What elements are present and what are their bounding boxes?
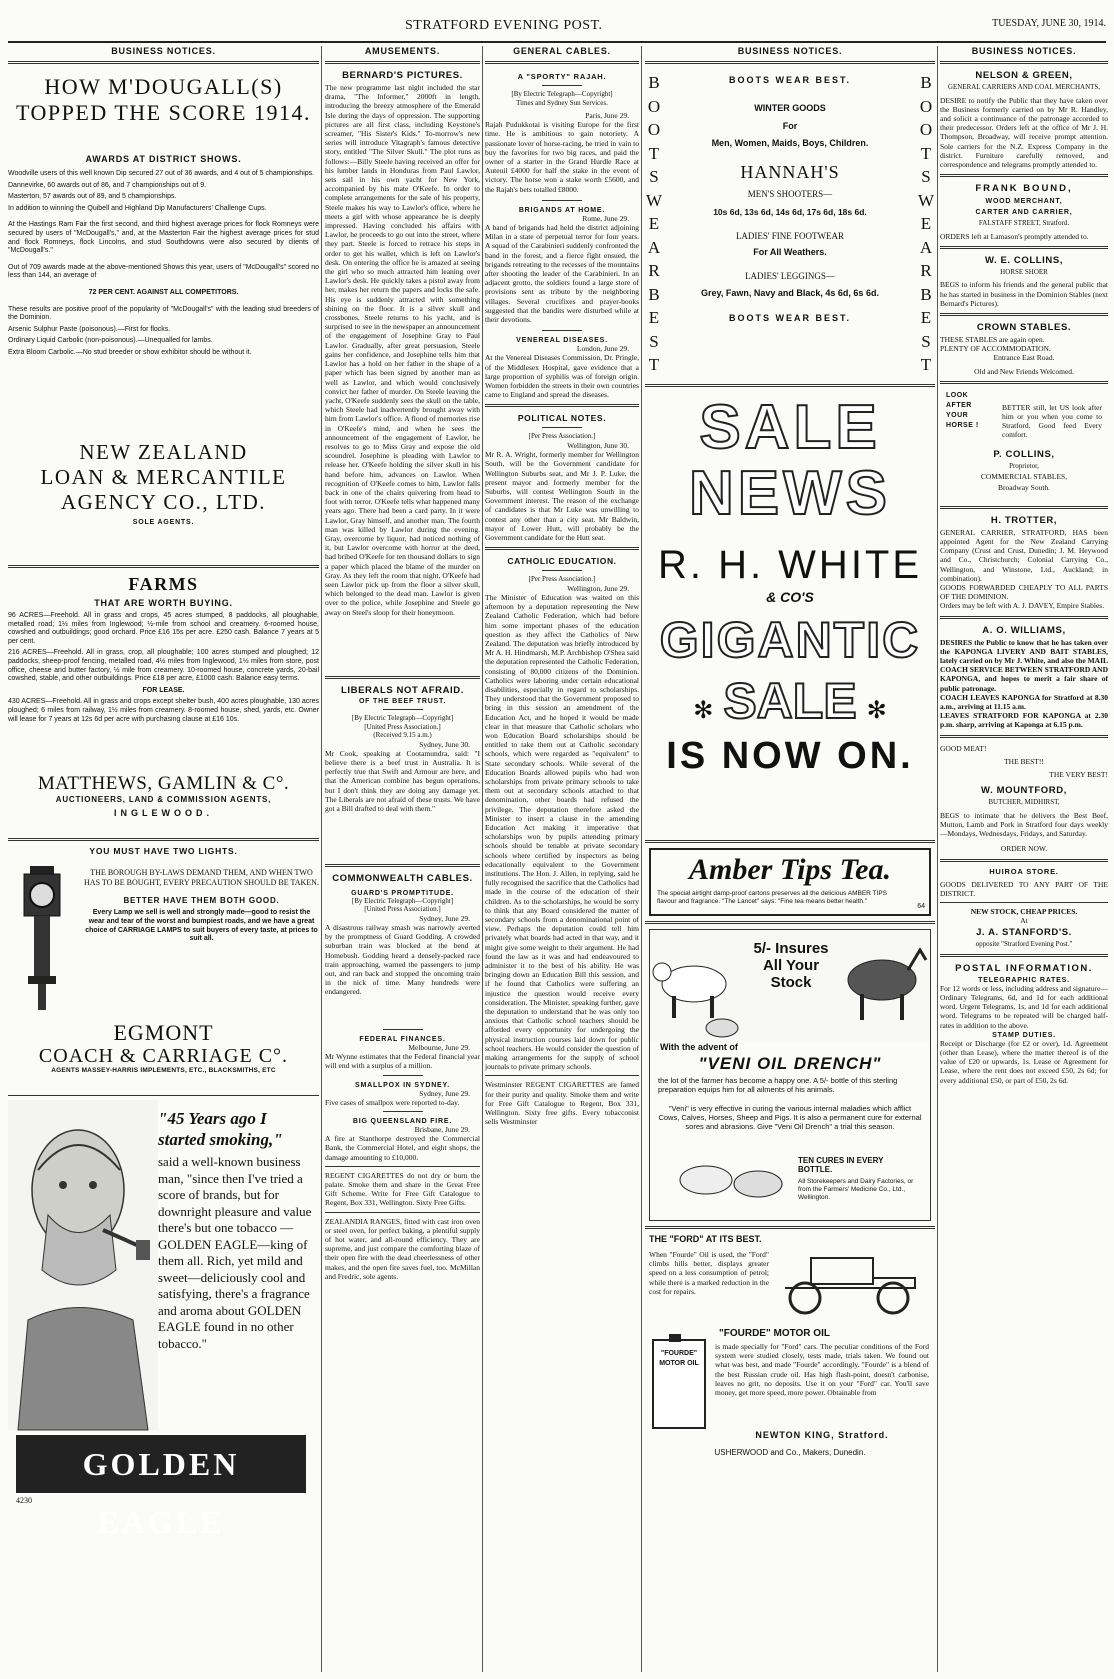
divider	[645, 1226, 935, 1229]
article-title: BERNARD'S PICTURES.	[342, 70, 463, 81]
boots-side-text-right	[917, 71, 935, 377]
ad-text: the lot of the farmer has become a happy one. A 5/- bottle of this sterling preparation equips him for all ailments of his animals.	[658, 1076, 898, 1094]
ad-text: GENERAL CARRIER, STRATFORD, HAS been appointed Agent for the New Zealand Carrying Company (Crust and Crust, Dunedin; J. M. Heywood and Co., Christchurch; Colonial Carrying Co., Wellington, and Winstone, Ltd., Auckland; in combination).	[940, 527, 1108, 583]
seller-name: NEWTON KING, Stratford.	[755, 1430, 889, 1440]
ad-subhead: TELEGRAPHIC RATES.	[978, 976, 1070, 984]
can-label: "FOURDE"	[660, 1350, 698, 1357]
side-letter: W	[917, 190, 935, 210]
article-body: At the Venereal Diseases Commission, Dr. Pringle, of the Middlesex Hospital, gave evidence that a large proportion of syphilis was of foreign origin. Women forbidden the streets in their own countries came to England and spread the diseases.	[485, 353, 639, 400]
firm-name: R. H. WHITE	[657, 543, 923, 587]
article-body: The new programme last night included the star drama, "The Informer," 2000ft in length, introducing the breezy atmosphere of the Emerald Isle during the days of oppression. The supporting pictures are all first class, including Keystone's screamer, "His Sister's Kids." To-morrow's new series will introduce Vitagraph's famous detective story, entitled "The Silver Skull." The plot runs as follows:—Billy Steele having received an offer for his lumber lands in Honduras from Paul Lawlor, sets sail in his own yacht for New York, accompanied by his mate O'Keefe. In order to complete arrangements for the sale of his property, Steele makes his way to Lawlor's office, where he meets a girl with whose appearance he is deeply impressed. Having concluded his affairs with Lawlor, he proceeds to go out into the street, where they part. Steele is forced to retrace his steps in order to get his wallet, which is left on Lawlor's desk. On entering the office he is amazed at seeing the girl who so much attracted him leaning over Lawlor's desk. He quickly takes a pistol away from her, makes her return the papers and locks the safe. His eye is suddenly attracted with something shining on the floor. It is a silver skull and crossbones. Steele returns to his yacht, and is surprised to see in the newspaper an announcement of the engagement of Josephine Gray to Paul Lawlor. Gradually, after great persuasion, Steele gains her confidence, and Josephine tells him that Lawlor has a hold on her father in the shape of a paper which has been signed by another man as well as Lawlor, and which would conclusively convict her father of murder. On Steele leaving the yacht, O'Keefe suddenly sees the skull on the table, which Steele had inadvertently brought away with him from Lawlor's office. A flood of memories rise in O'Keefe's mind, and when he sees the announcement of the engagement of Lawlor, he resolves to go to Miss Gray and expose the old scoundrel. Josephine is pleading with Lawlor to release her. O'Keefe holding the silver skull in his hand before him, advances on Lawlor. When recognition of O'Keefe comes to him, Lawlor falls back in one of the chairs quivering from head to foot with terror. O'Keefe tells what happened many years ago. There had been a card party. In it were Lawlor, Gray himself, and another man. The fourth man was killed by Lawlor during the evening. Gray, overcome by liquor, had noticed nothing of it, but Lawlor overcome with horror at the deed, had bribed O'Keefe for ten thousand dollars to sign a paper which placed the blame of the murder on Gray. As they left the room that night, O'Keefe had seen Lawlor pick up from the floor a silver skull, which belonged to the dead man. Lawlor is given over to the police, while Josephine and Steele go away on Steel's sloop for their honeymoon.	[325, 83, 480, 617]
article-received: (Received 9.15 a.m.)	[373, 731, 432, 739]
side-letter: E	[920, 214, 932, 233]
ad-text: For All Weathers.	[753, 247, 827, 257]
side-letter: S	[649, 167, 659, 186]
ad-text: PLENTY OF ACCOMMODATION.	[940, 344, 1051, 354]
column-1	[8, 46, 319, 1672]
maker-name: USHERWOOD and Co., Makers, Dunedin.	[714, 1448, 866, 1457]
ad-text: ORDER NOW.	[1000, 844, 1048, 854]
divider	[542, 427, 582, 428]
ad-text: COACH LEAVES KAPONGA for Stratford at 8.30 a.m., arriving at 11.15 a.m.	[940, 692, 1108, 711]
ad-subhead: SOLE AGENTS.	[132, 519, 195, 526]
ad-text: Woodville users of this well known Dip secured 27 out of 36 awards, and 4 out of 5 championships.	[8, 170, 315, 177]
divider	[325, 1212, 480, 1213]
ad-text: GOOD MEAT!	[940, 743, 987, 753]
ad-text: Orders may be left with A. J. DAVEY, Empire Stables.	[940, 601, 1105, 611]
article-source: [By Electric Telegraph—Copyright]	[511, 90, 613, 98]
ad-headline: FRANK BOUND,	[975, 183, 1073, 195]
side-letter: S	[649, 331, 659, 351]
ad-code: 64	[917, 903, 925, 910]
masthead-rule	[8, 41, 1106, 43]
divider	[645, 840, 935, 843]
issue-date: TUESDAY, JUNE 30, 1914.	[992, 18, 1106, 29]
fourde-oil-ad	[649, 1234, 931, 1494]
ad-text: At the Hastings Ram Fair the first second, and third highest average prices for flock Romneys were secured by users of "McDougall's," and, at the Masterton Fair the highest average prices for stud and flock Romneys, flock Lincolns, and stud Southdowns were also secured by clients of "McDougall's."	[8, 221, 319, 255]
mcdougall-ad	[8, 74, 319, 434]
sale-ad	[645, 395, 935, 835]
veni-oil-ad	[649, 929, 931, 1221]
side-letter: B	[648, 73, 660, 92]
side-letter: O	[919, 96, 933, 116]
side-letter: E	[648, 308, 660, 327]
divider	[940, 174, 1108, 177]
divider	[940, 313, 1108, 316]
ad-text: BEGS to inform his friends and the general public that he has started in business in the Dominion Stables (next Bernard's Pictures).	[940, 280, 1108, 308]
dateline: Sydney, June 30.	[419, 739, 470, 749]
ad-text: COMMERCIAL STABLES,	[980, 471, 1068, 481]
listing: 216 ACRES—Freehold. All in grass, crop, all ploughable; 100 acres stumped and ploughed; 12 paddocks, sheep-proof fencing, metalled road, 4½ miles from Inglewood, 1½ miles from store, post office, cheese and butter factory, ½ mile from creamery. 10-roomed house, concrete yards, 20-bail cowshed, stable, and other outbuildings. Price £18 per acre, £1000 cash. Balance easy terms.	[8, 649, 319, 683]
ad-text: 72 PER CENT. AGAINST ALL COMPETITORS.	[88, 288, 239, 296]
side-letter: T	[648, 143, 660, 163]
ad-text: LOOK	[946, 391, 969, 399]
smoker-portrait-illustration	[8, 1100, 158, 1430]
ad-headline: POSTAL INFORMATION.	[955, 962, 1093, 974]
ad-headline: W. MOUNTFORD,	[981, 785, 1067, 797]
article-body: A band of brigands had held the district adjoining Milan in a state of perpetual terror for four years. A squad of the Carabinieri suddenly confronted the band in the forest, and a fierce fight ensued, the brigands retreating to the recesses of the mountains after shooting the leader of the Carabinieri. In an adjacent grotto, the soldiers found a large store of provisions sent as tribute by the neighboring villages. Several crucifixes and prayer-books suggested that the bandits were disturbed while at their devotions.	[485, 223, 639, 325]
ad-text: THESE STABLES are again open.	[940, 334, 1045, 344]
article-body: Rajah Pudukkotai is visiting Europe for the first time. He is ambitious to gain notoriety. A passionate lover of horse-racing, he tried in vain to buy the favorites for two big races, and paid the owner of a starter in the Grand Hurdle Race at Auteuil £4000 for half the stake in the event of victory. The horse won a stake worth £5600, and the Rajah's bets totalled £8000.	[485, 120, 639, 194]
ad-text: The special airtight damp-proof cartons preserves all the delicious AMBER TIPS flavour and fragrance. "The Lancet" says: "Fine tea means better health."	[657, 890, 888, 905]
ad-text: BETTER still, let US look after him or you when you come to Stratford. Good feed Every comfort.	[1002, 402, 1102, 440]
divider	[940, 381, 1108, 384]
ad-headline: A. O. WILLIAMS,	[982, 624, 1066, 636]
ad-text: Grey, Fawn, Navy and Black, 4s 6d, 6s 6d.	[701, 288, 879, 298]
column-3	[485, 46, 639, 1672]
divider	[325, 676, 480, 679]
side-letter: A	[919, 237, 933, 257]
divider	[940, 902, 1108, 903]
amber-tips-ad	[649, 848, 931, 916]
ad-subhead: HORSE SHOER	[1000, 267, 1048, 276]
divider	[325, 864, 480, 867]
ad-headline: P. COLLINS,	[993, 448, 1055, 460]
ad-headline: FARMS	[128, 574, 199, 594]
article-body: Mr R. A. Wright, formerly member for Wellington South, will be the Government candidate for Wellington Suburbs seat, and Mr J. P. Luke, the present mayor and formerly member for the Suburbs, will contest Wellington South in the Government interest. The reason of the exchange of candidates is that Mr Luke was unwilling to contest any other than a city seat. Mr Baldwin, mayor of Lower Hutt, will probably be the Government candidate for the Hutt seat.	[485, 450, 639, 543]
boots-ad	[645, 69, 935, 379]
ad-headline: BOOTS WEAR BEST.	[728, 75, 851, 85]
side-letter: W	[645, 190, 663, 210]
divider	[940, 954, 1108, 957]
ad-text: THE BEST!!	[1004, 756, 1044, 766]
divider	[8, 1095, 319, 1096]
article-subtitle: SMALLPOX IN SYDNEY.	[355, 1081, 450, 1089]
boots-side-text-left	[645, 71, 663, 377]
divider	[542, 200, 582, 201]
column-5	[940, 46, 1108, 1672]
article-subtitle: FEDERAL FINANCES.	[359, 1035, 446, 1043]
ad-text: THE BOROUGH BY-LAWS DEMAND THEM, AND WHEN TWO HAS TO BE BOUGHT, EVERY PRECAUTION SHOULD BE TAKEN.	[84, 868, 319, 887]
section-header: BUSINESS NOTICES.	[111, 46, 216, 56]
column-rule	[937, 46, 938, 1672]
ad-headline: H. TROTTER,	[990, 514, 1058, 526]
ad-headline: SALE	[699, 393, 881, 462]
ad-text: YOUR	[946, 411, 969, 419]
ad-text: GOODS DELIVERED TO ANY PART OF THE DISTRICT.	[940, 879, 1108, 898]
side-letter: T	[920, 143, 932, 163]
article-body: A fire at Stanthorpe destroyed the Commercial Bank, the Commercial Hotel, and eight shops, the damage amounting to £10,000.	[325, 1134, 480, 1162]
article-title: COMMONWEALTH CABLES.	[332, 872, 473, 884]
ad-text: opposite "Stratford Evening Post."	[975, 940, 1073, 949]
ad-headline: Amber Tips Tea.	[689, 853, 891, 886]
divider	[383, 1111, 423, 1112]
ad-headline: HUIROA STORE.	[989, 866, 1059, 876]
ad-text: BEGS to intimate that he delivers the Best Beef, Mutton, Lamb and Pork in Stratford four days weekly—Mondays, Wednesdays, Fridays, and Saturday.	[940, 810, 1108, 839]
ad-text: 10s 6d, 13s 6d, 14s 6d, 17s 6d, 18s 6d.	[713, 207, 867, 217]
ad-headline: 5/- Insures All Your Stock	[753, 940, 829, 991]
golden-eagle-logo: GOLDEN EAGLE	[16, 1435, 306, 1493]
divider	[485, 1075, 639, 1076]
article-source: [Per Press Association.]	[528, 432, 596, 441]
dateline: Rome, June 29.	[582, 213, 629, 223]
ad-text: Extra Bloom Carbolic.—No stud breeder or show exhibitor should be without it.	[8, 348, 252, 356]
firm-name: COACH & CARRIAGE C°.	[38, 1045, 289, 1067]
divider	[940, 735, 1108, 738]
divider	[383, 709, 423, 710]
dateline: Melbourne, June 29.	[408, 1042, 470, 1052]
divider	[940, 246, 1108, 249]
ad-text: Men, Women, Maids, Boys, Children.	[711, 138, 869, 148]
divider	[940, 61, 1108, 64]
ad-quote: "45 Years ago I	[158, 1109, 267, 1128]
ad-headline: THE "FORD" AT ITS BEST.	[649, 1234, 762, 1244]
ad-text: LEAVES STRATFORD FOR KAPONGA at 2.30 p.m. sharp, arriving at Kaponga at 6.15 p.m.	[940, 711, 1108, 730]
ad-text: THE VERY BEST!	[1049, 770, 1108, 780]
ad-text: Masterton, 57 awards out of 89, and 5 championships.	[8, 193, 177, 201]
listing: 96 ACRES—Freehold. All in grass and crops, 45 acres stumped, 8 paddocks, all ploughable, metalled road; 1½ miles from Inglewood; ½-mile from school and creamery. 6-roomed house, cowshed and outbuildings; good orchard. Price £16 15s per acre. £250 cash. Balance 7 years at 5 per cent.	[8, 612, 319, 645]
small-ad: ZEALANDIA RANGES, fitted with cast iron oven or steel oven, for perfect baking, a plentiful supply of hot water, and all-round efficiency. They are supreme, and just compare the comforting blaze of their open fire with the dead cheerlessness of other makes, and the open fire saves fuel, too. McMillan and Fredric, sole agents.	[325, 1216, 480, 1281]
article-source: [United Press Association.]	[364, 722, 441, 731]
divider	[485, 547, 639, 550]
dateline: Wellington, June 29.	[567, 583, 629, 593]
oil-can-illustration	[649, 1334, 709, 1430]
ad-text: Proprietor,	[1009, 461, 1039, 470]
article-title: LIBERALS NOT AFRAID.	[340, 685, 464, 696]
dateline: Brisbane, June 29.	[414, 1124, 470, 1134]
section-header: GENERAL CABLES.	[513, 46, 611, 56]
ad-text: When "Fourde" Oil is used, the "Ford" climbs hills better, displays greater speed on a less consumption of petrol; while there is a marked reduction in the cost for repairs.	[649, 1250, 769, 1296]
divider	[542, 330, 582, 331]
side-letter: O	[647, 120, 661, 139]
ad-subhead: FALSTAFF STREET, Stratford.	[978, 219, 1070, 228]
column-2	[325, 46, 480, 1672]
listing-heading: FOR LEASE.	[142, 686, 185, 694]
side-letter: O	[647, 96, 661, 116]
ad-headline: TOPPED THE SCORE 1914.	[15, 100, 311, 125]
side-letter: T	[920, 355, 932, 374]
section-header: AMUSEMENTS.	[364, 46, 441, 56]
article-body: Five cases of smallpox were reported to-day.	[325, 1097, 460, 1107]
article-source: [By Electric Telegraph—Copyright]	[351, 896, 454, 905]
article-subtitle: BRIGANDS AT HOME.	[518, 206, 606, 214]
divider	[940, 506, 1108, 509]
can-label: MOTOR OIL	[659, 1360, 699, 1367]
side-letter: S	[921, 331, 931, 351]
dateline: Wellington, June 30.	[567, 440, 629, 450]
ad-text: LADIES' LEGGINGS—	[745, 271, 835, 281]
article-body: Mr Cook, speaking at Cootamundra, said: "I believe there is a beef trust in Australia. It is perfectly true that Swift and Armour are here, and that the American combine has begun operations, but I don't think they are doing any damage yet. The Liberals are not afraid of these trusts. We have got a Bill drafted to deal with them."	[325, 748, 480, 813]
dateline: Sydney, June 29.	[419, 913, 470, 923]
firm-sub: & CO'S	[766, 589, 814, 605]
article-subtitle: GUARD'S PROMPTITUDE.	[351, 889, 454, 897]
article-body: The Minister of Education was waited on this afternoon by a deputation representing the New Zealand Catholic Federation, which had before him some important phases of the education question as they affect the Catholics of New Zealand. The deputation was briefly introduced by Mr A. H. Hindmarsh, M.P. Archbishop O'Shea said the deputation represented the Catholic Federation, consisting of 80,000 citizens of the Dominion. Catholics were laboring under certain educational disabilities, especially in regard to scholarships. They understood that the Government proposed to bring in this session an amendment of the Education Act, and he hoped it would be made clear in that measure that Catholic scholars who won Education Board scholarships should be entitled to take them out at Catholic secondary schools, which were regarded as "equivalent" to State secondary schools. While several of the Education Boards allowed pupils who had won scholarships from private primary schools to take them out at secondary schools attached to that denomination, other boards had refused the privilege. The deputation therefore asked the Minister to insert a clause in the amending Education Act making it imperative that scholarships won by pupils attending primary schools should be tenable at private secondary schools where certified by inspectors as being educationally equivalent to the Government institutions. The Hon. J. Allen, in replying, said he fully recognised the sacrifice that the Catholics had made in the course of the education of their children. As to the scholarships, he would be sorry to think that any Board considered the matter of secondary schools from a denominational point of view. Perhaps the deputation could tell him privately what boards had acted in that way, and it might give some weight to their argument. He had found the law as it was and had endeavoured to administer it to the best of his ability. He was bringing down an Education Bill this session, and if he found that Catholics were suffering an injustice the question would receive every consideration. The Minister, speaking further, gave the deputation to understand that he was only too anxious that Catholic school teachers should be afforded every opportunity for undergoing the physical instruction courses laid down for public school teachers. He would consider the question of making arrangements for the supply of school journals to private primary schools.	[485, 592, 639, 1072]
ad-subhead: CARTER AND CARRIER,	[975, 209, 1073, 217]
ad-subhead: BUTCHER, MIDHIRST,	[988, 798, 1060, 807]
ad-text: WINTER GOODS	[754, 103, 826, 113]
ad-subhead: GENERAL CARRIERS AND COAL MERCHANTS,	[947, 83, 1101, 91]
ad-text: "Veni" is very effective in curing the various internal maladies which afflict Cows, Calves, Horses, Sheep and Pigs. It is also a permanent cure for external sores and abrasions. Give "Veni Oil Drench" a trial this season.	[658, 1104, 922, 1131]
article-source: Times and Sydney Sun Services.	[516, 98, 608, 107]
ad-text: DESIRES the Public to know that he has taken over the KAPONGA LIVERY AND BAIT STABLES, lately carried on by Mr J. White, and also the MAIL COACH SERVICE BETWEEN STRATFORD AND KAPONGA, and hopes to merit a fair share of public patronage.	[940, 637, 1108, 693]
ad-headline: HANNAH'S	[740, 162, 840, 182]
article-subtitle: OF THE BEEF TRUST.	[358, 698, 447, 705]
product-name: "VENI OIL DRENCH"	[698, 1054, 882, 1073]
divider	[8, 565, 319, 568]
ad-headline: NEWS	[689, 459, 891, 528]
divider	[542, 85, 582, 86]
ad-text: These results are positive proof of the popularity of "McDougall's" with the leading stud breeders of the Dominion.	[8, 305, 319, 322]
small-ad: Westminster REGENT CIGARETTES are famed for their purity and quality. Smoke them and write for Free Gift Catalogue to Regent, Box 331, Wellington. Sixty free gifts. Every tobacconist sells Westminster	[485, 1080, 639, 1127]
divider	[325, 61, 480, 64]
firm-name: MATTHEWS, GAMLIN & C°.	[37, 773, 290, 794]
ad-text: TEN CURES IN EVERY BOTTLE.	[798, 1156, 884, 1174]
ad-text: Ordinary Liquid Carbolic (non-poisonous).—Unequalled for lambs.	[8, 337, 213, 345]
ad-headline: YOU MUST HAVE TWO LIGHTS.	[89, 846, 238, 856]
ad-headline: NEW ZEALAND	[79, 440, 248, 464]
divider	[383, 1029, 423, 1030]
side-letter: B	[920, 73, 932, 92]
ad-text: GOODS FORWARDED CHEAPLY TO ALL PARTS OF THE DOMINION.	[940, 582, 1108, 602]
firm-town: INGLEWOOD.	[114, 808, 213, 818]
farms-ad	[8, 573, 319, 773]
ad-text: Every Lamp we sell is well and strongly made—good to resist the wear and tear of the worst and bumpiest roads, and we have a great choice of CARRIAGE LAMPS to suit buyers of every taste, at prices to suit all.	[85, 909, 318, 943]
divider	[8, 61, 319, 64]
ad-headline: W. E. COLLINS,	[984, 254, 1064, 266]
column-4	[645, 46, 935, 1672]
ad-text: In addition to winning the Quibell and Highland Dip Manufacturers' Challenge Cups.	[8, 204, 267, 212]
ad-text: DESIRE to notify the Public that they have taken over the Business formerly carried on by Mr R. Handley, and solicit a continuance of the patronage accorded to their predecessor. Orders left at the office of Mr J. H. Thompson, Broadway, will receive prompt attention. Sole carriers for the N.Z. Express Company in the district. Furniture carefully removed, and correspondence and telegrams promptly attended to.	[940, 95, 1108, 169]
ford-car-illustration	[775, 1248, 930, 1318]
ad-text: For	[782, 121, 798, 131]
column-rule	[641, 46, 642, 1672]
dateline: London, June 29.	[576, 344, 629, 354]
article-source: [United Press Association.]	[364, 905, 441, 914]
ad-text: Broadway South.	[997, 482, 1051, 492]
masthead	[0, 18, 1114, 40]
ad-headline: J. A. STANFORD'S.	[976, 927, 1072, 939]
article-subtitle: BIG QUEENSLAND FIRE.	[352, 1117, 453, 1125]
commercial-stables-ad	[940, 389, 1108, 501]
ad-text: NEW STOCK, CHEAP PRICES.	[970, 906, 1078, 916]
golden-eagle-ad	[8, 1100, 319, 1540]
divider	[940, 859, 1108, 862]
listing: 430 ACRES—Freehold. All in grass and crops except shelter bush, 400 acres ploughable, 130 acres ploughed; 6 miles from railway, 1½ miles from creamery. 8-roomed house, shed, yards, etc. Owner will lease for 7 years at 12s 6d per acre with purchasing clause at £16 10s.	[8, 698, 319, 723]
ad-headline: GIGANTIC	[659, 612, 921, 668]
divider	[645, 384, 935, 387]
newspaper-title: STRATFORD EVENING POST.	[405, 18, 603, 33]
column-rule	[321, 46, 322, 1672]
ad-headline: HOW M'DOUGALL(S)	[44, 74, 283, 99]
ad-text: ORDERS left at Lamason's promptly attended to.	[940, 231, 1089, 241]
ad-text: Arsenic Sulphur Paste (poisonous).—First for flocks.	[8, 325, 171, 333]
side-letter: T	[648, 355, 660, 374]
ad-subhead: STAMP DUTIES.	[992, 1031, 1056, 1039]
pigs-illustration	[670, 1150, 790, 1212]
ad-quote: started smoking,"	[158, 1130, 283, 1149]
column-rule	[482, 46, 483, 1672]
ad-text: AFTER	[946, 401, 972, 409]
ad-text: said a well-known business man, "since then I've tried a score of brands, but for downright pleasure and value there's but one tobacco —GOLDEN EAGLE—king of them all. Rich, yet mild and sweet—deliciously cool and satisfying, there's a fragrance and aroma about GOLDEN EAGLE found in no other tobacco."	[158, 1154, 312, 1351]
product-name: "FOURDE" MOTOR OIL	[719, 1328, 830, 1339]
ad-subhead: WOOD MERCHANT,	[985, 198, 1063, 206]
article-title: POLITICAL NOTES.	[517, 413, 607, 424]
divider	[383, 1075, 423, 1076]
side-letter: B	[648, 284, 660, 304]
ad-text: LADIES' FINE FOOTWEAR	[735, 231, 845, 241]
ad-headline: LOAN & MERCANTILE	[40, 465, 287, 489]
side-letter: E	[648, 214, 660, 233]
ad-code: 4230	[16, 1496, 32, 1505]
ad-subhead: THAT ARE WORTH BUYING.	[94, 598, 233, 608]
ad-headline: SALE	[723, 673, 857, 729]
article-source: [By Electric Telegraph—Copyright]	[351, 714, 454, 722]
side-letter: E	[920, 308, 932, 327]
side-letter: R	[648, 261, 660, 280]
section-header: BUSINESS NOTICES.	[971, 46, 1077, 56]
ad-headline: NELSON & GREEN,	[975, 70, 1073, 81]
divider	[325, 1166, 480, 1167]
ad-headline: BOOTS WEAR BEST.	[728, 313, 851, 323]
carriage-lamp-illustration	[14, 862, 74, 1012]
small-ad: REGENT CIGARETTES do not dry or burn the palate. Smoke them and share in the Great Free Gift Scheme. Write for Free Gift Catalogue to Regent, Box 331, Wellington. Sixty Free Gifts.	[325, 1170, 480, 1208]
ad-headline: CROWN STABLES.	[976, 321, 1072, 333]
article-title: CATHOLIC EDUCATION.	[507, 556, 617, 567]
dateline: Paris, June 29.	[585, 111, 629, 120]
firm-name: EGMONT	[113, 1020, 214, 1045]
ornament-left: ✻	[693, 697, 714, 724]
ad-text: For 12 words or less, including address and signature— Ordinary Telegrams, 6d, and 1d for each additional word. Urgent Telegrams, 1s, and 1d for each additional word. Telegrams to be repeated will be charged half-rates in addition to the above.	[940, 983, 1108, 1030]
ad-text: Out of 709 awards made at the above-mentioned Shows this year, users of "McDougall's" scored no less than 144, an average of	[8, 263, 319, 280]
ad-text: HORSE !	[946, 421, 979, 429]
side-letter: A	[647, 237, 661, 257]
divider	[8, 838, 319, 841]
lights-ad	[8, 846, 319, 1021]
side-letter: S	[921, 167, 931, 186]
ad-text: Entrance East Road.	[993, 353, 1055, 363]
ad-subhead: AWARDS AT DISTRICT SHOWS.	[85, 154, 242, 164]
ad-headline: IS NOW ON.	[666, 735, 914, 777]
ad-text: All Storekeepers and Dairy Factories, or from the Farmers' Medicine Co., Ltd., Wellington.	[798, 1178, 914, 1201]
divider	[485, 61, 639, 64]
article-subtitle: VENEREAL DISEASES.	[516, 337, 608, 345]
firm-sub: AGENTS MASSEY-HARRIS IMPLEMENTS, ETC., BLACKSMITHS, ETC	[51, 1067, 276, 1074]
dateline: Sydney, June 29.	[419, 1088, 470, 1098]
side-letter: O	[919, 120, 933, 139]
ornament-right: ✻	[866, 697, 887, 724]
article-title: A "SPORTY" RAJAH.	[517, 72, 607, 81]
ad-text: With the advent of	[660, 1042, 738, 1052]
ad-headline: AGENCY CO., LTD.	[60, 490, 267, 514]
ad-text: Dannevirke, 60 awards out of 86, and 7 championships out of 9.	[8, 181, 207, 189]
ad-text: At	[1020, 916, 1028, 926]
ad-text: Old and New Friends Welcomed.	[974, 366, 1074, 376]
divider	[542, 570, 582, 571]
firm-sub: AUCTIONEERS, LAND & COMMISSION AGENTS,	[55, 795, 272, 804]
article-body: A disastrous railway smash was narrowly averted by the promptness of Guard Godding. A crowded suburban train was blocked at the bend at Homebush. Godding heard a densely-packed race train approaching, warned the passengers to jump out, and ran back and stopped the oncoming train in the nick of time. Many hundreds were endangered.	[325, 922, 480, 997]
ad-text: Receipt or Discharge (for £2 or over), 1d. Agreement (other than Lease), where the matter thereof is of the value of £20 or upwards, 1s. Lease or Agreement for Lease, where the rent does not exceed £50, 2s 6d; for every additional £50, or part of £50, 2s 6d.	[940, 1038, 1108, 1085]
side-letter: R	[920, 261, 932, 280]
divider	[940, 616, 1108, 619]
article-source: [Per Press Association.]	[528, 575, 596, 584]
divider	[645, 61, 935, 64]
ad-subhead: BETTER HAVE THEM BOTH GOOD.	[123, 896, 280, 905]
ad-text: MEN'S SHOOTERS—	[747, 189, 833, 199]
section-header: BUSINESS NOTICES.	[737, 46, 843, 56]
article-body: Mr Wynne estimates that the Federal financial year will end with a surplus of a million.	[325, 1052, 480, 1071]
ad-text: is made specially for "Ford" cars. The peculiar conditions of the Ford system were studied closely, tests made, trials taken. We found out what was best, and made "Fourde" accordingly. "Fourde" is a blend of the best Russian crude oil. Has high flash-point, doesn't carbonise, leaves no grit, no deposits. Use it on your "Ford" car. You'll save money, get more speed, more power. Obtainable from	[715, 1342, 929, 1398]
side-letter: B	[920, 284, 932, 304]
divider	[645, 921, 935, 924]
divider	[485, 404, 639, 407]
